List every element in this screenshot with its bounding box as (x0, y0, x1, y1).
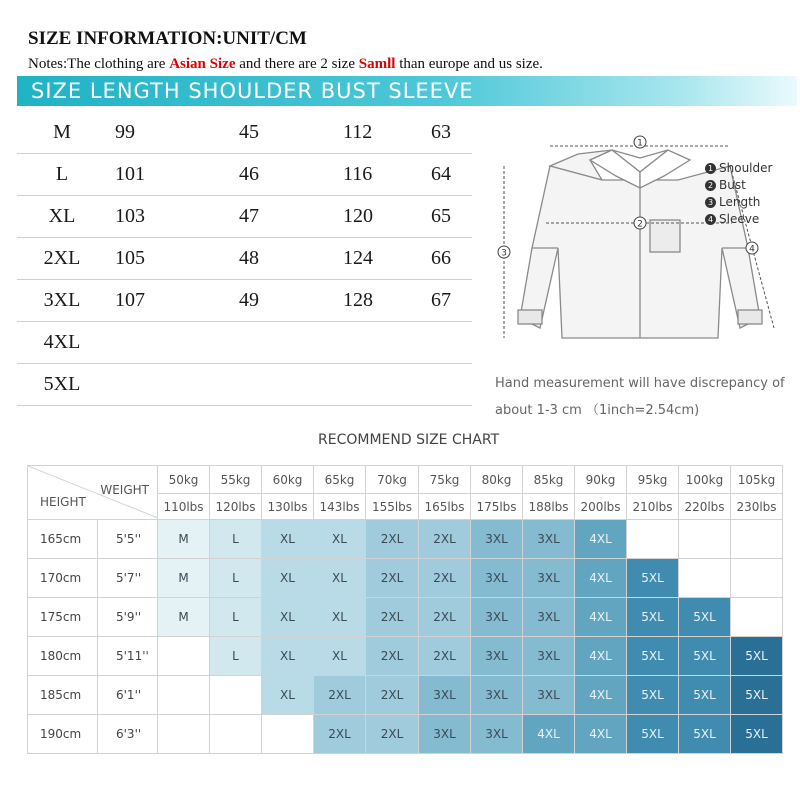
size-label: XL (332, 571, 347, 585)
length-cell: 99 (107, 112, 223, 154)
size-label: 4XL (589, 532, 612, 546)
weight-kg-header: 75kg (419, 466, 471, 494)
height-ft-cell: 5'11'' (98, 637, 158, 676)
bust-cell: 124 (329, 238, 423, 280)
height-row (28, 520, 783, 559)
size-label: M (178, 532, 189, 546)
size-recommendation-cell (210, 676, 262, 715)
size-recommendation-cell (471, 715, 523, 754)
weight-kg-header: 50kg (158, 466, 210, 494)
legend-item (705, 211, 772, 228)
weight-kg-header: 105kg (731, 466, 783, 494)
height-cm-cell: 180cm (28, 637, 98, 676)
size-recommendation-cell (575, 559, 627, 598)
size-recommendation-cell (366, 520, 419, 559)
size-cell: 3XL (17, 280, 107, 322)
weight-lbs-header: 210lbs (627, 494, 679, 520)
size-row (17, 196, 472, 238)
legend-number-icon: 3 (705, 197, 716, 208)
size-recommendation-cell (262, 598, 314, 637)
size-label: XL (280, 532, 295, 546)
size-recommendation-cell (262, 559, 314, 598)
sleeve-cell (423, 322, 472, 364)
size-label: 2XL (433, 571, 456, 585)
size-recommendation-cell (314, 676, 366, 715)
sleeve-cell: 67 (423, 280, 472, 322)
size-label: M (178, 610, 189, 624)
size-recommendation-cell (627, 559, 679, 598)
size-recommendation-cell (575, 637, 627, 676)
size-label: 3XL (537, 688, 560, 702)
size-label: 5XL (693, 610, 716, 624)
size-row (17, 154, 472, 196)
sleeve-cell: 63 (423, 112, 472, 154)
legend-item (705, 177, 772, 194)
corner-header-cell (28, 466, 158, 520)
sleeve-cell (423, 364, 472, 406)
weight-lbs-header: 165lbs (419, 494, 471, 520)
size-label: 3XL (537, 571, 560, 585)
size-cell: XL (17, 196, 107, 238)
size-recommendation-cell (158, 520, 210, 559)
size-label: 5XL (693, 649, 716, 663)
size-recommendation-cell (523, 715, 575, 754)
size-recommendation-cell (314, 637, 366, 676)
recommend-size-chart (27, 465, 783, 754)
size-label: 2XL (380, 532, 404, 546)
notes-suffix: than europe and us size. (395, 56, 543, 72)
size-label: 2XL (328, 727, 351, 741)
height-cm-cell: 190cm (28, 715, 98, 754)
bust-cell: 128 (329, 280, 423, 322)
size-label: XL (280, 571, 295, 585)
size-recommendation-cell (731, 715, 783, 754)
size-recommendation-cell (366, 598, 419, 637)
size-label: 2XL (433, 649, 456, 663)
size-recommendation-cell (679, 637, 731, 676)
size-recommendation-cell (575, 676, 627, 715)
height-cm-cell: 165cm (28, 520, 98, 559)
shoulder-cell: 46 (223, 154, 329, 196)
weight-lbs-header: 200lbs (575, 494, 627, 520)
height-header: HEIGHT (40, 495, 86, 509)
size-recommendation-cell (419, 715, 471, 754)
hand-note-line2: about 1-3 cm （1inch=2.54cm) (495, 403, 700, 418)
size-label: 3XL (433, 727, 456, 741)
weight-kg-header: 80kg (471, 466, 523, 494)
weight-kg-header: 95kg (627, 466, 679, 494)
size-label: 5XL (641, 727, 664, 741)
height-ft-cell: 5'7'' (98, 559, 158, 598)
legend-number-icon: 2 (705, 180, 716, 191)
size-recommendation-cell (210, 637, 262, 676)
small-highlight: Samll (358, 56, 396, 72)
height-cm-cell: 185cm (28, 676, 98, 715)
size-label: 5XL (693, 727, 716, 741)
size-recommendation-cell (575, 715, 627, 754)
size-recommendation-cell (419, 637, 471, 676)
size-row (17, 238, 472, 280)
weight-kg-header: 55kg (210, 466, 262, 494)
hand-note-line1: Hand measurement will have discrepancy of (495, 376, 785, 391)
size-label: 2XL (433, 610, 456, 624)
size-recommendation-cell (627, 676, 679, 715)
weight-lbs-header: 175lbs (471, 494, 523, 520)
length-cell: 105 (107, 238, 223, 280)
size-label: 3XL (485, 688, 508, 702)
size-label: 2XL (328, 688, 351, 702)
hand-measurement-note (495, 370, 795, 424)
size-recommendation-cell (262, 637, 314, 676)
size-label: 5XL (641, 688, 664, 702)
weight-lbs-header: 120lbs (210, 494, 262, 520)
notes-prefix: Notes:The clothing are (28, 56, 170, 72)
size-label: 3XL (537, 610, 560, 624)
size-recommendation-cell (366, 676, 419, 715)
length-cell: 101 (107, 154, 223, 196)
size-label: 2XL (380, 610, 404, 624)
size-label: 5XL (641, 571, 664, 585)
page-title: SIZE INFORMATION:UNIT/CM (28, 28, 307, 49)
size-label: 5XL (693, 688, 716, 702)
weight-lbs-header: 110lbs (158, 494, 210, 520)
weight-kg-header: 90kg (575, 466, 627, 494)
size-label: L (232, 532, 239, 546)
weight-lbs-header: 143lbs (314, 494, 366, 520)
height-ft-cell: 5'9'' (98, 598, 158, 637)
weight-kg-header: 70kg (366, 466, 419, 494)
size-recommendation-cell (627, 598, 679, 637)
size-recommendation-cell (731, 637, 783, 676)
shoulder-cell: 49 (223, 280, 329, 322)
size-cell: L (17, 154, 107, 196)
bust-cell: 112 (329, 112, 423, 154)
size-recommendation-cell (731, 598, 783, 637)
size-recommendation-cell (731, 676, 783, 715)
size-label: 2XL (433, 532, 456, 546)
legend-label: Shoulder (719, 161, 773, 175)
weight-lbs-header: 188lbs (523, 494, 575, 520)
size-cell: M (17, 112, 107, 154)
size-label: 3XL (485, 532, 508, 546)
legend-item (705, 160, 772, 177)
height-row (28, 559, 783, 598)
size-recommendation-cell (210, 598, 262, 637)
size-recommendation-cell (210, 559, 262, 598)
size-recommendation-cell (158, 559, 210, 598)
size-recommendation-cell (523, 637, 575, 676)
height-ft-cell: 6'3'' (98, 715, 158, 754)
size-label: XL (332, 610, 347, 624)
measure-marker-number: 3 (501, 248, 507, 259)
weight-lbs-header: 130lbs (262, 494, 314, 520)
size-recommendation-cell (262, 520, 314, 559)
asian-size-highlight: Asian Size (169, 56, 236, 72)
height-row (28, 676, 783, 715)
size-label: 3XL (485, 649, 508, 663)
size-label: XL (332, 532, 347, 546)
size-row (17, 364, 472, 406)
size-recommendation-cell (679, 559, 731, 598)
column-header-banner: SIZE LENGTH SHOULDER BUST SLEEVE (17, 76, 797, 106)
shoulder-cell: 48 (223, 238, 329, 280)
size-recommendation-cell (471, 676, 523, 715)
size-recommendation-cell (471, 520, 523, 559)
weight-lbs-header: 220lbs (679, 494, 731, 520)
height-cm-cell: 175cm (28, 598, 98, 637)
size-label: 5XL (745, 727, 768, 741)
size-recommendation-cell (419, 520, 471, 559)
size-recommendation-cell (314, 715, 366, 754)
length-cell: 107 (107, 280, 223, 322)
length-cell (107, 322, 223, 364)
size-recommendation-cell (731, 520, 783, 559)
size-label: 3XL (485, 610, 508, 624)
size-label: 3XL (537, 532, 560, 546)
size-label: XL (280, 610, 295, 624)
measure-marker-number: 4 (749, 244, 755, 255)
size-recommendation-cell (314, 598, 366, 637)
size-recommendation-cell (523, 598, 575, 637)
bust-cell: 116 (329, 154, 423, 196)
length-cell (107, 364, 223, 406)
size-recommendation-cell (575, 520, 627, 559)
size-recommendation-cell (158, 676, 210, 715)
size-recommendation-cell (471, 559, 523, 598)
size-recommendation-cell (314, 520, 366, 559)
size-recommendation-cell (627, 520, 679, 559)
size-label: 4XL (589, 688, 612, 702)
size-label: 2XL (380, 571, 404, 585)
height-row (28, 598, 783, 637)
weight-lbs-header: 230lbs (731, 494, 783, 520)
sleeve-cell: 64 (423, 154, 472, 196)
bust-cell (329, 322, 423, 364)
size-label: 5XL (641, 649, 664, 663)
size-recommendation-cell (366, 715, 419, 754)
legend-label: Sleeve (719, 212, 760, 226)
recommend-title: RECOMMEND SIZE CHART (318, 432, 500, 448)
size-recommendation-cell (523, 559, 575, 598)
size-label: M (178, 571, 189, 585)
size-row (17, 280, 472, 322)
legend-number-icon: 4 (705, 214, 716, 225)
weight-kg-header: 85kg (523, 466, 575, 494)
size-label: L (232, 610, 239, 624)
size-recommendation-cell (679, 520, 731, 559)
size-recommendation-cell (679, 715, 731, 754)
size-recommendation-cell (679, 676, 731, 715)
size-label: 2XL (380, 649, 404, 663)
size-label: 5XL (641, 610, 664, 624)
size-label: 2XL (380, 688, 404, 702)
size-recommendation-cell (523, 520, 575, 559)
size-label: XL (280, 649, 295, 663)
size-recommendation-cell (158, 715, 210, 754)
size-table (17, 112, 472, 406)
size-label: 5XL (745, 649, 768, 663)
size-label: 4XL (589, 610, 612, 624)
size-recommendation-cell (366, 559, 419, 598)
weight-kg-header: 60kg (262, 466, 314, 494)
size-recommendation-cell (523, 676, 575, 715)
height-ft-cell: 6'1'' (98, 676, 158, 715)
size-label: XL (280, 688, 295, 702)
size-label: 4XL (537, 727, 560, 741)
notes-middle: and there are 2 size (235, 56, 359, 72)
legend-number-icon: 1 (705, 163, 716, 174)
size-recommendation-cell (210, 520, 262, 559)
height-ft-cell: 5'5'' (98, 520, 158, 559)
weight-header: WEIGHT (100, 483, 149, 497)
weight-lbs-header: 155lbs (366, 494, 419, 520)
size-cell: 2XL (17, 238, 107, 280)
size-label: 3XL (433, 688, 456, 702)
sleeve-cell: 66 (423, 238, 472, 280)
size-label: L (232, 649, 239, 663)
shoulder-cell (223, 364, 329, 406)
size-recommendation-cell (158, 598, 210, 637)
bust-cell (329, 364, 423, 406)
size-recommendation-cell (314, 559, 366, 598)
length-cell: 103 (107, 196, 223, 238)
size-recommendation-cell (419, 559, 471, 598)
shoulder-cell: 47 (223, 196, 329, 238)
bust-cell: 120 (329, 196, 423, 238)
size-recommendation-cell (262, 676, 314, 715)
weight-kg-header: 65kg (314, 466, 366, 494)
measure-marker-number: 2 (637, 219, 643, 230)
size-cell: 4XL (17, 322, 107, 364)
size-label: L (232, 571, 239, 585)
size-cell: 5XL (17, 364, 107, 406)
size-row (17, 112, 472, 154)
size-recommendation-cell (627, 637, 679, 676)
size-recommendation-cell (679, 598, 731, 637)
shoulder-cell: 45 (223, 112, 329, 154)
notes-text (28, 56, 543, 73)
size-label: 4XL (589, 649, 612, 663)
size-recommendation-cell (419, 676, 471, 715)
size-label: 4XL (589, 571, 612, 585)
sleeve-cell: 65 (423, 196, 472, 238)
legend-label: Length (719, 195, 761, 209)
legend-item (705, 194, 772, 211)
shoulder-cell (223, 322, 329, 364)
size-recommendation-cell (471, 598, 523, 637)
size-recommendation-cell (471, 637, 523, 676)
legend-label: Bust (719, 178, 746, 192)
size-recommendation-cell (158, 637, 210, 676)
size-recommendation-cell (575, 598, 627, 637)
size-label: 3XL (485, 571, 508, 585)
size-recommendation-cell (627, 715, 679, 754)
size-label: 5XL (745, 688, 768, 702)
weight-kg-header: 100kg (679, 466, 731, 494)
size-label: 2XL (380, 727, 404, 741)
size-recommendation-cell (419, 598, 471, 637)
height-row (28, 715, 783, 754)
height-row (28, 637, 783, 676)
height-cm-cell: 170cm (28, 559, 98, 598)
size-row (17, 322, 472, 364)
size-label: XL (332, 649, 347, 663)
size-recommendation-cell (731, 559, 783, 598)
measure-legend (705, 160, 772, 228)
size-recommendation-cell (262, 715, 314, 754)
size-label: 3XL (485, 727, 508, 741)
size-recommendation-cell (210, 715, 262, 754)
size-label: 4XL (589, 727, 612, 741)
size-recommendation-cell (366, 637, 419, 676)
measure-marker-number: 1 (637, 138, 643, 149)
size-label: 3XL (537, 649, 560, 663)
